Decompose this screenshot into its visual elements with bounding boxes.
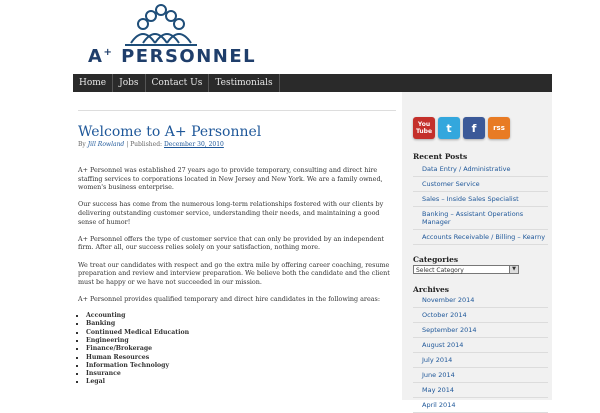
nav-contact-us[interactable]: Contact Us [146,74,210,92]
youtube-icon[interactable]: You Tube [413,117,435,139]
logo-icon[interactable] [117,3,205,47]
category-select-value: Select Category [416,267,464,274]
main-nav [73,74,552,92]
chevron-down-icon[interactable]: ▼ [509,266,518,273]
archive-link[interactable]: June 2014 [413,368,548,383]
recent-post-link[interactable]: Data Entry / Administrative [413,162,548,177]
archive-link[interactable]: October 2014 [413,308,548,323]
byline-by: By [78,141,86,148]
recent-posts-list [413,162,548,245]
site-header [0,0,600,74]
paragraph: A+ Personnel offers the type of customer service that can only be provided by an independent firm. After all, our success relies solely on your satisfaction, nothing more. [78,234,385,252]
archive-link[interactable]: July 2014 [413,353,548,368]
list-item: ▪ Accounting [86,312,396,320]
post-author[interactable]: Jill Rowland [87,141,125,148]
archive-link[interactable]: September 2014 [413,323,548,338]
paragraph: Our success has come from the numerous long-term relationships fostered with our clients by delivering outstanding customer service, understanding their needs, and maintaining a good sense of humor! [78,200,384,226]
rss-icon[interactable]: rss [488,117,510,139]
post-byline [78,141,224,148]
recent-post-link[interactable]: Accounts Receivable / Billing – Kearny [413,230,548,245]
list-item: ▪ Human Resources [86,354,396,362]
recent-post-link[interactable]: Banking – Assistant Operations Manager [413,207,548,230]
facebook-icon[interactable]: f [463,117,485,139]
paragraph: A+ Personnel provides qualified temporary and direct hire candidates in the following areas: [78,294,380,303]
category-select[interactable] [413,265,519,274]
post-title[interactable]: Welcome to A+ Personnel [78,124,262,140]
list-item: ▪ Information Technology [86,362,396,370]
paragraph: A+ Personnel was established 27 years ago to provide temporary, consulting and direct hire staffing services to corporations located in New Jersey and New York. We are a family owned, women's business enterprise. [78,166,383,192]
twitter-icon[interactable]: t [438,117,460,139]
nav-home[interactable]: Home [73,74,113,92]
nav-jobs[interactable]: Jobs [113,74,145,92]
list-item: ▪ Finance/Brokerage [86,345,396,353]
divider [78,110,396,111]
recent-post-link[interactable]: Customer Service [413,177,548,192]
list-item: ▪ Banking [86,320,396,328]
social-links [413,117,510,139]
categories-heading: Categories [413,255,459,264]
areas-list [78,312,396,387]
archive-link[interactable]: August 2014 [413,338,548,353]
paragraph: We treat our candidates with respect and go the extra mile by offering career coaching, resume preparation and review and interview preparation. We believe both the candidate and the client must be happy or we have not succeeded in our mission. [78,260,390,286]
list-item: ▪ Legal [86,378,396,386]
archive-link[interactable]: November 2014 [413,293,548,308]
byline-published: | Published: [126,141,163,148]
post-date[interactable]: December 30, 2010 [164,141,224,148]
list-item: ▪ Continued Medical Education [86,329,396,337]
archive-link[interactable]: April 2014 [413,398,548,413]
archive-link[interactable]: May 2014 [413,383,548,398]
nav-testimonials[interactable]: Testimonials [209,74,279,92]
brand-name[interactable]: A+ PERSONNEL [88,46,257,67]
list-item: ▪ Insurance [86,370,396,378]
recent-posts-heading: Recent Posts [413,152,468,161]
archives-list [413,293,548,413]
archives-heading: Archives [413,285,449,294]
list-item: ▪ Engineering [86,337,396,345]
brand-word: PERSONNEL [121,46,257,67]
post-body [78,166,396,387]
recent-post-link[interactable]: Sales – Inside Sales Specialist [413,192,548,207]
